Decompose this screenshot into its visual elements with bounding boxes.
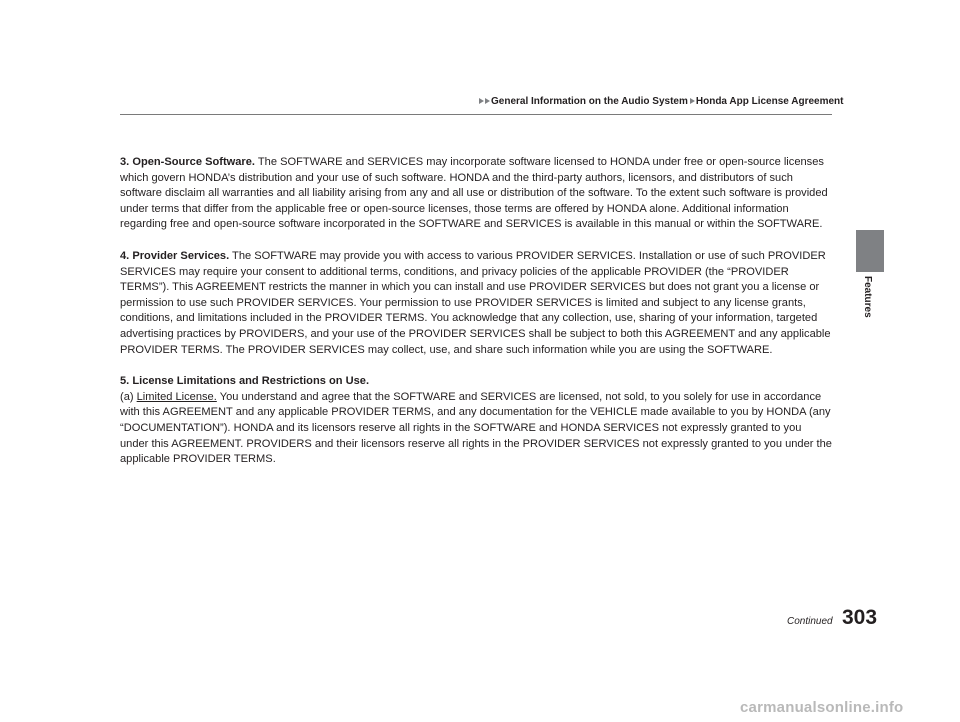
section-tab-label: Features [862,276,873,318]
page-body [120,155,832,484]
limited-license-term: Limited License. [136,390,217,403]
section-3-paragraph [120,155,832,233]
page-number: 303 [842,606,878,629]
section-4-paragraph [120,249,832,358]
section-4-heading: 4. Provider Services. [120,249,230,262]
section-5-heading-paragraph [120,374,832,390]
section-3-heading: 3. Open-Source Software. [120,156,256,168]
watermark: carmanualsonline.info [740,699,904,716]
breadcrumb [477,94,844,108]
section-4-text: The SOFTWARE may provide you with access to various PROVIDER SERVICES. Installation or use of such PROVIDER SERVICES may require your consent to additional terms, conditions, and privacy policies of the applicable PROVIDER (the “PROVIDER TERMS”). This AGREEMENT restricts the manner in which you can install and use PROVIDER SERVICES but does not grant you a license or permission to use such PROVIDER SERVICES. Your permission to use PROVIDER SERVICES is limited and subject to any license grants, conditions, and limitations included in the PROVIDER TERMS. You acknowledge that any collection, use, sharing of your information, targeted advertising practices by PROVIDERS, and your use of the PROVIDER SERVICES shall be subject to both this AGREEMENT and any applicable PROVIDER TERMS. The PROVIDER SERVICES may collect, use, and share such information while you are using the SOFTWARE. [120,249,831,356]
breadcrumb-item-audio-system[interactable]: General Information on the Audio System [491,95,688,107]
continued-label: Continued [787,616,833,627]
section-5a-paragraph [120,390,832,468]
section-tab-marker [856,230,884,272]
section-5-heading: 5. License Limitations and Restrictions on Use. [120,375,370,388]
section-3-text: The SOFTWARE and SERVICES may incorporate software licensed to HONDA under free or open-source licenses which govern HONDA’s distribution and your use of such software. HONDA and the third-party authors, licensors, and distributors of such software disclaim all warranties and all liability arising from any and all use or distribution of the software. To the extent such software is provided under terms that differ from the applicable free or open-source licenses, those terms are offered by HONDA alone. Additional information regarding free and open-source software incorporated in the SOFTWARE and SERVICES is available in this manual or within the SOFTWARE. [120,156,828,231]
section-5a-prefix: (a) [120,390,137,403]
header-divider [120,114,832,115]
section-5a-text: You understand and agree that the SOFTWARE and SERVICES are licensed, not sold, to you solely for use in accordance with this AGREEMENT and any applicable PROVIDER TERMS, and any documentation for the VEHICLE made available to you by HONDA (any “DOCUMENTATION”). HONDA and its licensors reserve all rights in the SOFTWARE and HONDA SERVICES not expressly granted to you under this AGREEMENT. PROVIDERS and their licensors reserve all rights in the PROVIDER SERVICES not expressly granted to you under the applicable PROVIDER TERMS. [120,390,832,466]
breadcrumb-arrow-icon [479,98,491,104]
breadcrumb-item-license-agreement[interactable]: Honda App License Agreement [695,95,844,107]
